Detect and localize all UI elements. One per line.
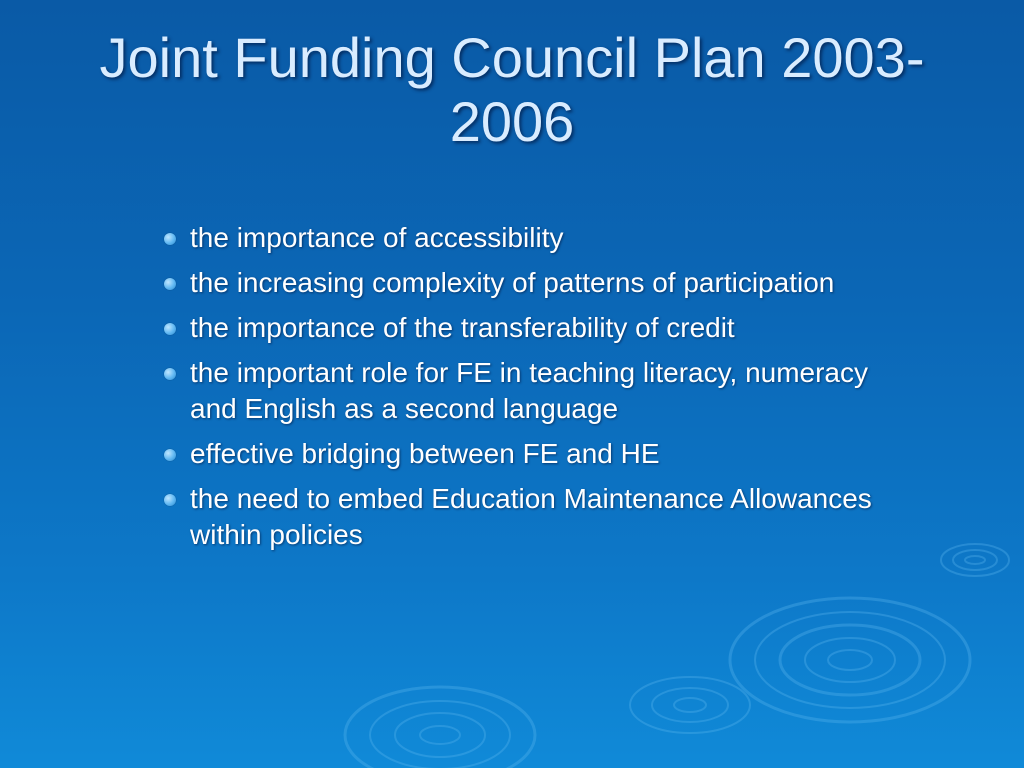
list-item	[160, 220, 900, 256]
list-item	[160, 310, 900, 346]
list-item	[160, 355, 900, 427]
list-item	[160, 481, 900, 553]
bullet-text: the importance of accessibility	[190, 222, 564, 253]
bullet-icon	[164, 233, 176, 245]
slide-title: Joint Funding Council Plan 2003-2006	[99, 26, 925, 153]
bullet-list	[160, 220, 900, 562]
bullet-icon	[164, 368, 176, 380]
bullet-text: effective bridging between FE and HE	[190, 438, 660, 469]
bullet-icon	[164, 449, 176, 461]
bullet-text: the important role for FE in teaching literacy, numeracy and English as a second language	[190, 357, 869, 424]
bullet-text: the importance of the transferability of credit	[190, 312, 735, 343]
bullet-icon	[164, 278, 176, 290]
bullet-text: the need to embed Education Maintenance Allowances within policies	[190, 483, 872, 550]
list-item	[160, 436, 900, 472]
bullet-text: the increasing complexity of patterns of participation	[190, 267, 835, 298]
list-item	[160, 265, 900, 301]
bullet-icon	[164, 494, 176, 506]
bullet-icon	[164, 323, 176, 335]
